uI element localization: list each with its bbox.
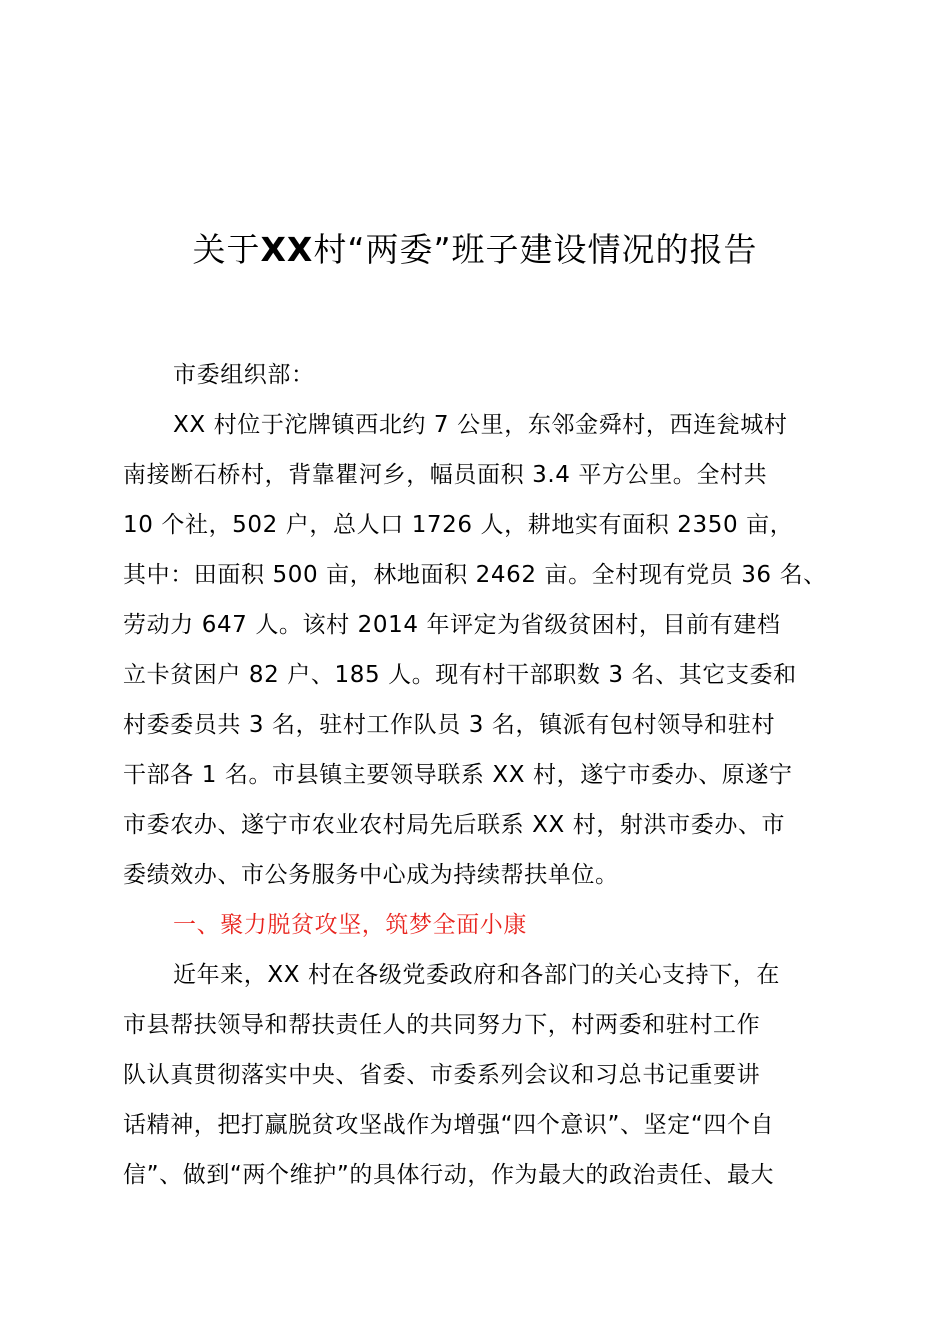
salutation: 市委组织部：: [173, 362, 315, 388]
paragraph-line: 委绩效办、市公务服务中心成为持续帮扶单位。: [123, 862, 619, 888]
paragraph-line: 话精神，把打赢脱贫攻坚战作为增强“四个意识”、坚定“四个自: [123, 1112, 775, 1138]
title-village-name: XX: [260, 230, 314, 269]
paragraph-line: 市委农办、遂宁市农业农村局先后联系 XX 村，射洪市委办、市: [123, 812, 786, 838]
paragraph-section1: [123, 950, 835, 1200]
page-title: [0, 226, 950, 274]
paragraph-line: 其中：田面积 500 亩，林地面积 2462 亩。全村现有党员 36 名、: [123, 562, 827, 588]
paragraph-line: 队认真贯彻落实中央、省委、市委系列会议和习总书记重要讲: [123, 1062, 761, 1088]
paragraph-line: 信”、做到“两个维护”的具体行动，作为最大的政治责任、最大: [123, 1162, 775, 1188]
paragraph-line: 劳动力 647 人。该村 2014 年评定为省级贫困村，目前有建档: [123, 612, 781, 638]
section-heading: 一、聚力脱贫攻坚，筑梦全面小康: [173, 912, 527, 938]
paragraph-line: 干部各 1 名。市县镇主要领导联系 XX 村，遂宁市委办、原遂宁: [123, 762, 793, 788]
paragraph-intro: [123, 400, 835, 900]
paragraph-line: 市县帮扶领导和帮扶责任人的共同努力下，村两委和驻村工作: [123, 1012, 761, 1038]
document-body: [123, 350, 835, 1200]
paragraph-line: 近年来，XX 村在各级党委政府和各部门的关心支持下，在: [173, 962, 781, 988]
paragraph-line: 南接断石桥村，背靠瞿河乡，幅员面积 3.4 平方公里。全村共: [123, 462, 768, 488]
paragraph-line: XX 村位于沱牌镇西北约 7 公里，东邻金舜村，西连瓮城村: [173, 412, 788, 438]
title-suffix: 村“两委”班子建设情况的报告: [313, 230, 758, 269]
paragraph-line: 村委委员共 3 名，驻村工作队员 3 名，镇派有包村领导和驻村: [123, 712, 776, 738]
paragraph-line: 立卡贫困户 82 户、185 人。现有村干部职数 3 名、其它支委和: [123, 662, 797, 688]
title-prefix: 关于: [192, 230, 261, 269]
paragraph-line: 10 个社，502 户，总人口 1726 人，耕地实有面积 2350 亩，: [123, 512, 794, 538]
